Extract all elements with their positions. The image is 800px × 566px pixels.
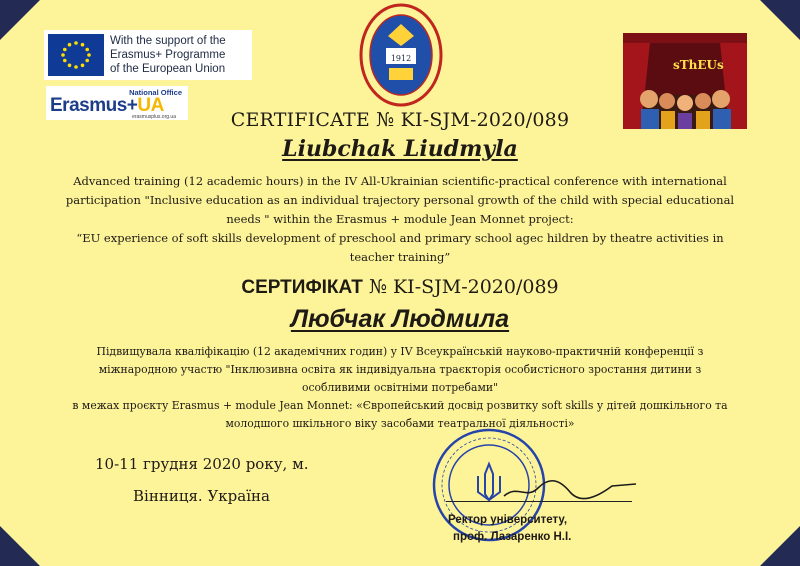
event-place: Вінниця. Україна [133, 487, 270, 505]
certificate-body-en [0, 172, 800, 267]
eu-logo-line2: Erasmus+ Programme [110, 49, 226, 61]
seal-year: 1912 [390, 54, 412, 63]
recipient-name-ua: Любчак Людмила [290, 305, 510, 333]
eu-logo-line3: of the European Union [110, 63, 226, 75]
national-office-label: National Office [129, 88, 182, 97]
certificate-text-en-2: “EU experience of soft skills development of preschool and primary school agec hildren by theatre activities in teacher training” [76, 231, 724, 264]
certificate-text-ua-1: Підвищувала кваліфікацію (12 академічних годин) у IV Всеукраїнській науково-практичній конференції з міжнародною участю "Інклюзивна освіта як індивідуальна траєкторія особистісного зростання дитини з особливими освітніми потребами" [96, 345, 704, 394]
erasmus-ua-suffix: UA [137, 95, 164, 116]
university-seal [358, 2, 444, 108]
eu-logo-line1: With the support of the [110, 35, 226, 47]
certificate-number-ua: № KI-SJM-2020/089 [368, 276, 559, 298]
certificate-heading-en: CERTIFICATE № KI-SJM-2020/089 [230, 109, 570, 131]
certificate-text-ua-2: в межах проєкту Erasmus + module Jean Monnet: «Європейський досвід розвитку soft skills у дітей дошкільного та молодшого шкільного віку засобами театральної діяльності» [72, 399, 728, 430]
corner-bottom-left [0, 526, 40, 566]
signature-mark [500, 476, 640, 504]
certificate-word-ua: СЕРТИФІКАТ [241, 277, 363, 298]
eu-support-logo [44, 30, 252, 80]
certificate-body-ua [0, 343, 800, 433]
corner-top-left [0, 0, 40, 40]
eu-flag-icon [48, 34, 104, 76]
rector-title: Ректор університету, [448, 514, 568, 526]
certificate-text-en-1: Advanced training (12 academic hours) in the IV All-Ukrainian scientific-practical conference with international participation "Inclusive education as an individual trajectory personal growth of the child with special educational needs " within the Erasmus + module Jean Monnet project: [65, 174, 735, 226]
corner-top-right [760, 0, 800, 40]
signature-line [446, 501, 632, 502]
stheus-label: sThEUs [673, 58, 724, 72]
recipient-name-en: Liubchak Liudmyla [282, 136, 518, 162]
corner-bottom-right [760, 526, 800, 566]
erasmus-wordmark-text: Erasmus+ [50, 95, 138, 116]
event-date: 10-11 грудня 2020 року, м. [95, 455, 309, 473]
erasmus-url: erasmusplus.org.ua [132, 114, 176, 120]
certificate-heading-ua [0, 276, 800, 299]
rector-name: проф. Лазаренко Н.І. [453, 531, 572, 543]
